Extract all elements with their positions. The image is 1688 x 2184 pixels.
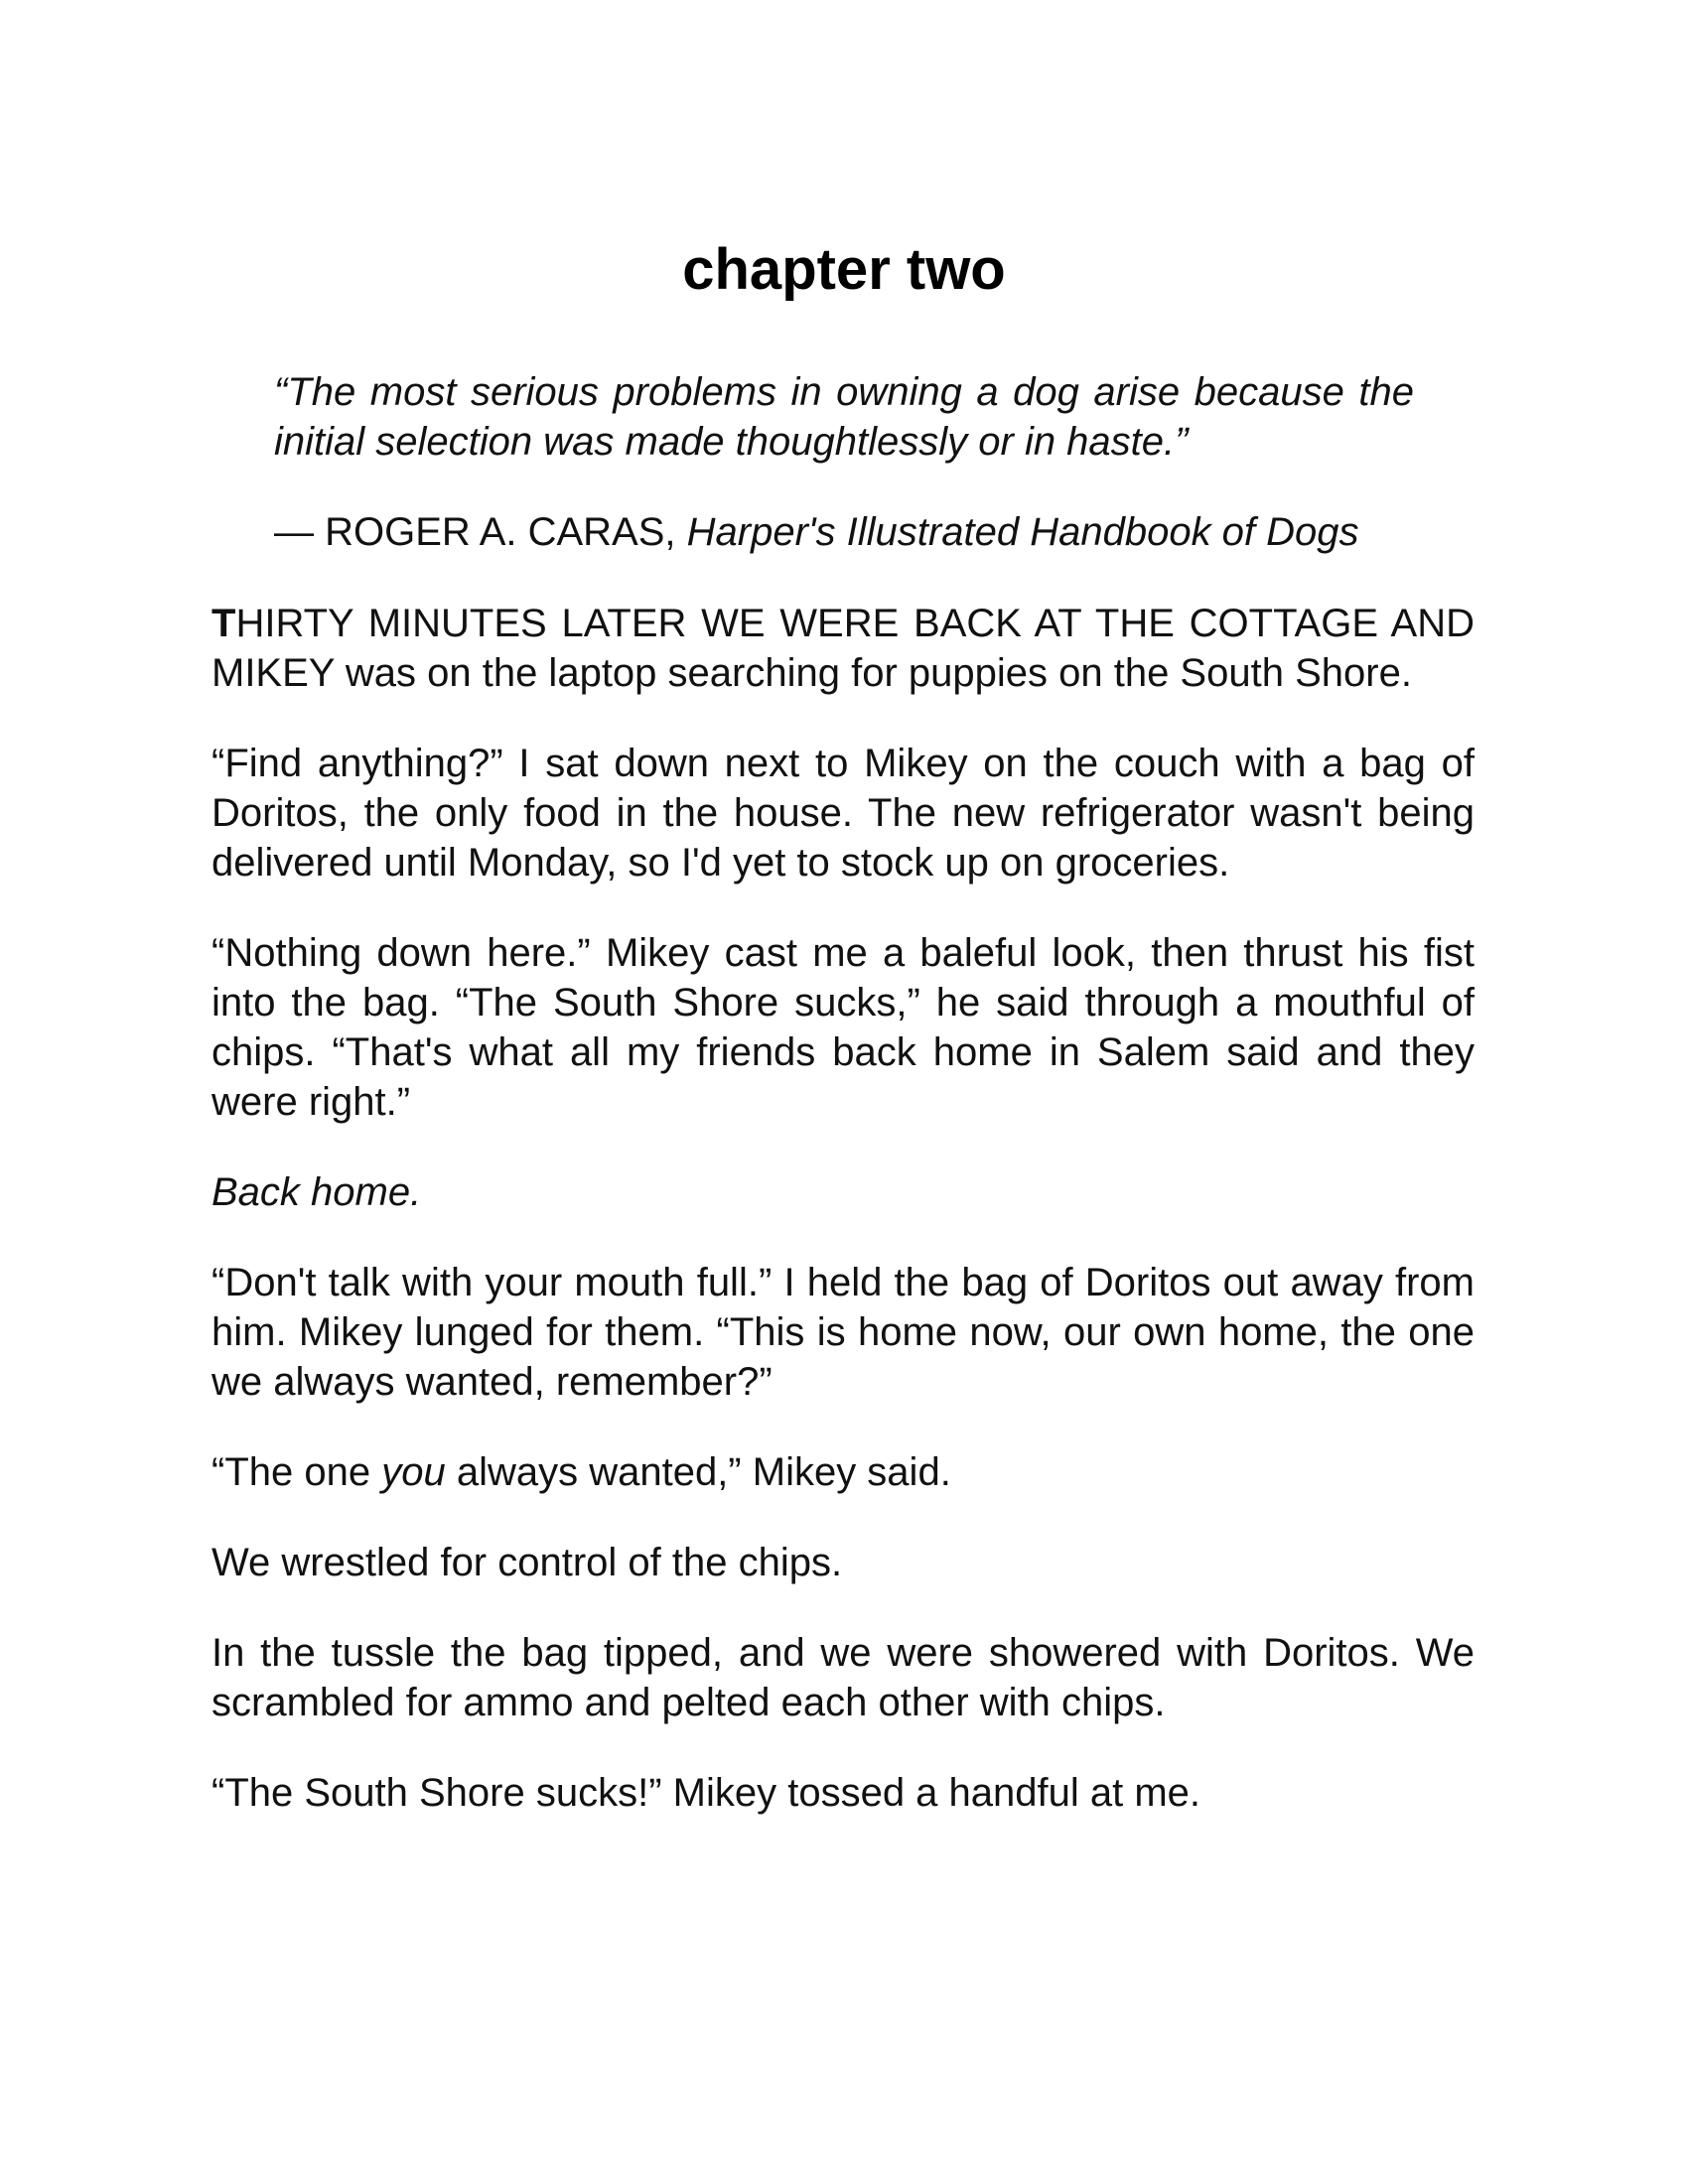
paragraph-9: “The South Shore sucks!” Mikey tossed a handful at me. [211, 1771, 1201, 1815]
paragraph-3: “Nothing down here.” Mikey cast me a baleful look, then thrust his fist into the bag. “The South Shore sucks,” he said through a mouthful of chips. “That's what all my friends back home in Salem said and they were right.” [211, 931, 1475, 1124]
paragraph-2: “Find anything?” I sat down next to Mikey on the couch with a bag of Doritos, the only food in the house. The new refrigerator wasn't being delivered until Monday, so I'd yet to stock up on groceries. [211, 742, 1475, 885]
epigraph-attribution [274, 507, 1414, 557]
paragraph-7: We wrestled for control of the chips. [211, 1541, 843, 1584]
paragraph-1-text: HIRTY MINUTES LATER WE WERE BACK AT THE COTTAGE AND MIKEY was on the laptop searching for puppies on the South Shore. [211, 602, 1475, 695]
chapter-body [211, 599, 1475, 1858]
paragraph-6 [211, 1447, 1475, 1497]
paragraph-4: Back home. [211, 1170, 422, 1214]
epigraph-author: — ROGER A. CARAS, [274, 510, 687, 554]
paragraph-6-start: “The one [211, 1450, 382, 1494]
chapter-title: chapter two [682, 237, 1006, 302]
epigraph-quote: “The most serious problems in owning a dog arise because the initial selection was made thoughtlessly or in haste.” [274, 370, 1414, 464]
paragraph-5: “Don't talk with your mouth full.” I held the bag of Doritos out away from him. Mikey lunged for them. “This is home now, our own home, the one we always wanted, remember?” [211, 1261, 1475, 1404]
epigraph-book-title: Harper's Illustrated Handbook of Dogs [686, 510, 1359, 554]
paragraph-6-end: always wanted,” Mikey said. [445, 1450, 951, 1494]
drop-letter: T [211, 602, 236, 645]
paragraph-8: In the tussle the bag tipped, and we were showered with Doritos. We scrambled for ammo and pelted each other with chips. [211, 1631, 1475, 1724]
paragraph-1 [211, 599, 1475, 698]
epigraph [274, 367, 1414, 557]
paragraph-6-emphasis: you [381, 1450, 446, 1494]
